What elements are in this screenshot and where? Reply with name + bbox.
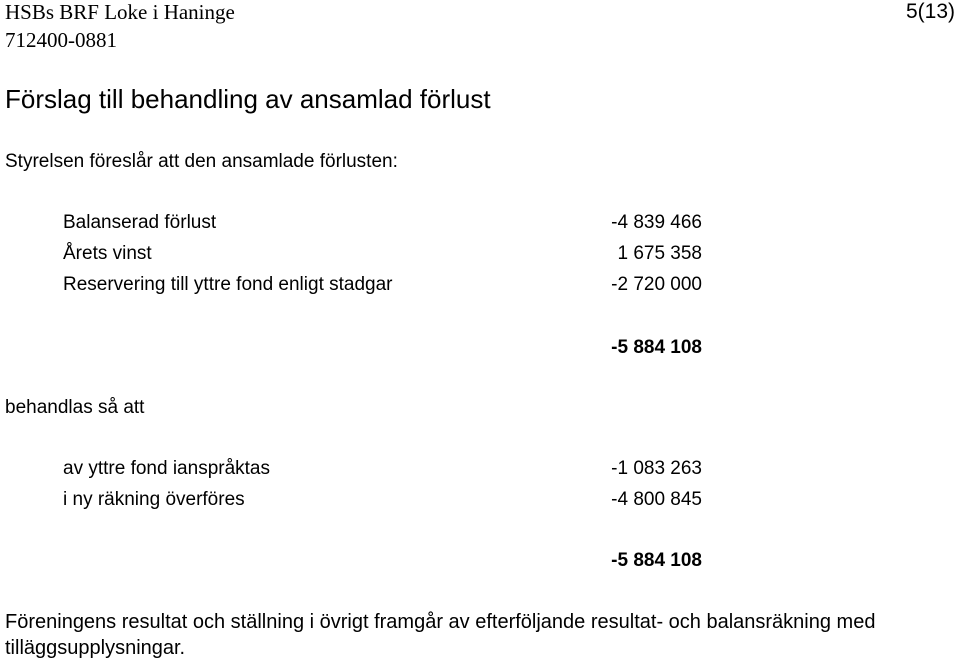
row-label: Balanserad förlust — [63, 212, 217, 233]
row-value: -2 720 000 — [611, 274, 702, 295]
row-label: i ny räkning överföres — [63, 489, 245, 510]
organization-number: 712400-0881 — [5, 28, 117, 52]
treatment-label: behandlas så att — [5, 397, 145, 418]
footer-text: Föreningens resultat och ställning i övrigt framgår av efterföljande resultat- och balansräkning med tilläggsupplysningar. — [5, 611, 876, 659]
intro-text: Styrelsen föreslår att den ansamlade förlusten: — [5, 151, 398, 172]
row-value: 1 675 358 — [617, 243, 702, 264]
loss-total: -5 884 108 — [611, 337, 702, 358]
treatment-total: -5 884 108 — [611, 550, 702, 571]
page-number: 5(13) — [905, 0, 955, 23]
row-value: -4 800 845 — [611, 489, 702, 510]
row-value: -1 083 263 — [611, 458, 702, 479]
row-label: av yttre fond ianspråktas — [63, 458, 270, 479]
page-title: Förslag till behandling av ansamlad förlust — [5, 84, 491, 114]
organization-name: HSBs BRF Loke i Haninge — [5, 0, 235, 24]
row-label: Reservering till yttre fond enligt stadgar — [63, 274, 393, 295]
row-label: Årets vinst — [63, 243, 152, 264]
row-value: -4 839 466 — [611, 212, 702, 233]
